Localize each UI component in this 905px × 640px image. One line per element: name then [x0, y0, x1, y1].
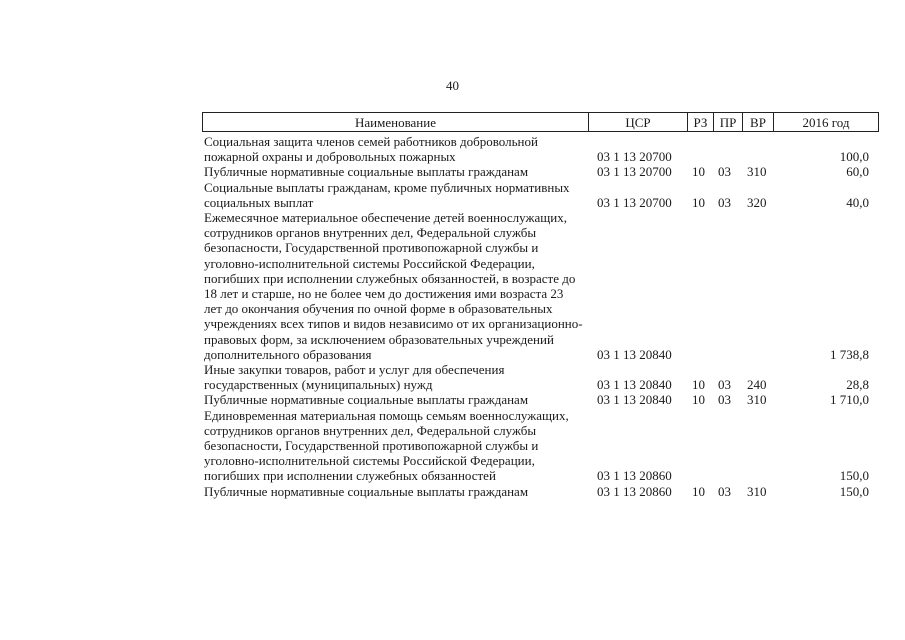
table-row [202, 392, 879, 407]
row-amount: 150,0 [839, 483, 869, 499]
row-csr: 03 1 13 20860 [597, 468, 672, 484]
row-rz: 10 [692, 164, 705, 180]
row-amount: 60,0 [846, 164, 869, 180]
row-vr: 320 [747, 194, 767, 210]
header-vr: ВР [742, 113, 773, 131]
table-row [202, 362, 879, 392]
row-csr: 03 1 13 20840 [597, 346, 672, 362]
table-row [202, 210, 879, 362]
row-vr: 240 [747, 377, 767, 393]
row-rz: 10 [692, 194, 705, 210]
row-csr: 03 1 13 20840 [597, 392, 672, 408]
row-vr: 310 [747, 483, 767, 499]
row-name: Социальная защита членов семей работников добровольной пожарной охраны и добровольных пожарных [204, 134, 538, 165]
row-name: Социальные выплаты гражданам, кроме публичных нормативных социальных выплат [204, 179, 570, 210]
row-name: Публичные нормативные социальные выплаты гражданам [204, 483, 529, 499]
header-rz: РЗ [687, 113, 713, 131]
table-row [202, 484, 879, 499]
table-row [202, 180, 879, 210]
table-body [202, 134, 879, 499]
table-header [202, 112, 879, 132]
row-pr: 03 [718, 164, 731, 180]
row-vr: 310 [747, 164, 767, 180]
row-name: Ежемесячное материальное обеспечение детей военнослужащих, сотрудников органов внутренних дел, Федеральной службы безопасности, Государственной противопожарной службы и уголовно-исполнительной системы Российской Федерации, погибших при исполнении служебных обязанностей, в возрасте до 18 лет и старше, но не более чем до достижения ими возраста 23 лет до окончания обучения по очной форме в образовательных учреждениях всех типов и видов независимо от их организационно-правовых форм, за исключением образовательных учреждений дополнительного образования [204, 210, 583, 362]
table-row [202, 164, 879, 179]
row-amount: 1 710,0 [830, 392, 869, 408]
row-csr: 03 1 13 20860 [597, 483, 672, 499]
row-vr: 310 [747, 392, 767, 408]
row-pr: 03 [718, 377, 731, 393]
row-rz: 10 [692, 377, 705, 393]
header-name: Наименование [355, 115, 436, 130]
row-pr: 03 [718, 194, 731, 210]
row-amount: 1 738,8 [830, 346, 869, 362]
row-name: Публичные нормативные социальные выплаты гражданам [204, 164, 529, 180]
header-year: 2016 год [773, 113, 878, 131]
row-csr: 03 1 13 20700 [597, 194, 672, 210]
table-row [202, 134, 879, 164]
row-pr: 03 [718, 392, 731, 408]
row-rz: 10 [692, 483, 705, 499]
header-csr: ЦСР [588, 113, 687, 131]
row-name: Иные закупки товаров, работ и услуг для обеспечения государственных (муниципальных) нужд [204, 362, 505, 393]
row-rz: 10 [692, 392, 705, 408]
row-name: Единовременная материальная помощь семьям военнослужащих, сотрудников органов внутренних дел, Федеральной службы безопасности, Государственной противопожарной службы и уголовно-исполнительной системы Российской Федерации, погибших при исполнении служебных обязанностей [204, 407, 569, 484]
header-pr: ПР [713, 113, 742, 131]
row-csr: 03 1 13 20840 [597, 377, 672, 393]
row-amount: 40,0 [846, 194, 869, 210]
table-row [202, 408, 879, 484]
row-csr: 03 1 13 20700 [597, 164, 672, 180]
page-number: 40 [446, 78, 459, 93]
row-amount: 150,0 [839, 468, 869, 484]
row-pr: 03 [718, 483, 731, 499]
row-csr: 03 1 13 20700 [597, 149, 672, 165]
row-amount: 28,8 [846, 377, 869, 393]
row-amount: 100,0 [839, 149, 869, 165]
row-name: Публичные нормативные социальные выплаты гражданам [204, 392, 529, 408]
